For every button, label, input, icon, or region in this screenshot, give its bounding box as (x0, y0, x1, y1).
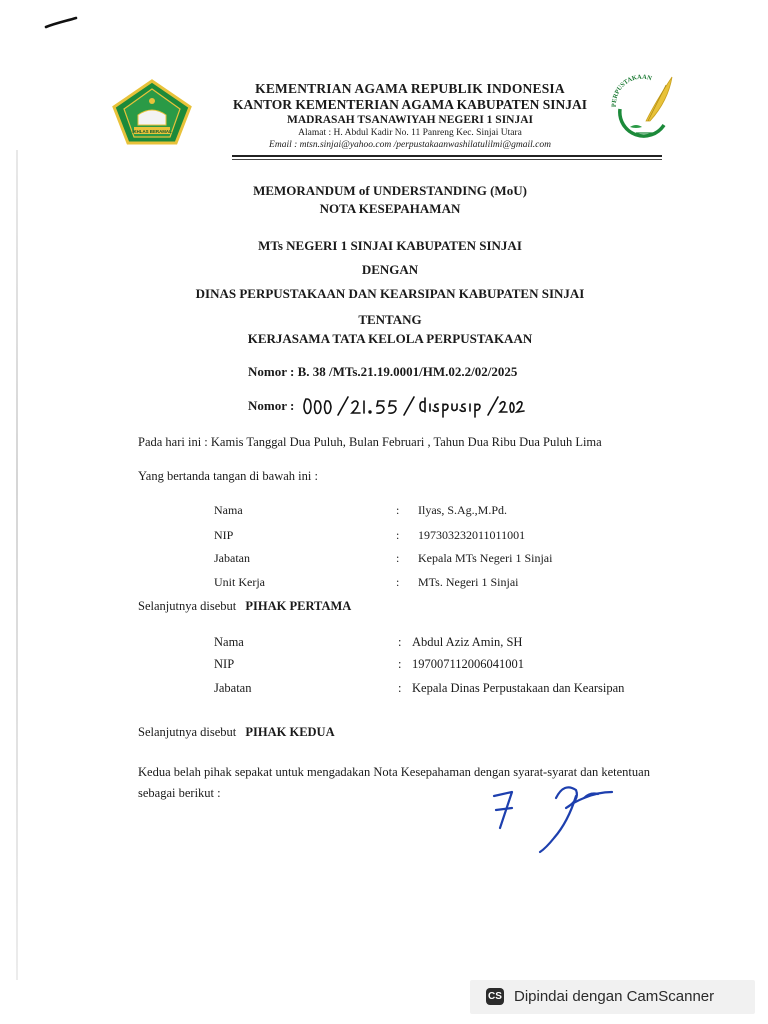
letterhead-rule-thin (232, 159, 662, 160)
title-line-1: MEMORANDUM of UNDERSTANDING (MoU) (253, 183, 527, 198)
party-one-nip-colon: : (396, 528, 400, 542)
party-one-nip-value: 197303232011011001 (418, 528, 526, 542)
party-two-name-label: Nama (214, 635, 244, 649)
party-one-designation (138, 599, 351, 614)
title-line-2: NOTA KESEPAHAMAN (319, 201, 461, 216)
party-two-position-value: Kepala Dinas Perpustakaan dan Kearsipan (412, 681, 625, 695)
letterhead-text (200, 81, 620, 151)
subject-line-1: TENTANG (358, 312, 422, 327)
letterhead-rule (232, 155, 662, 157)
party-two-position-label: Jabatan (214, 681, 252, 695)
nomor-label: Nomor : (248, 398, 295, 413)
party-two-designation (138, 725, 335, 740)
party-two-position-colon: : (398, 681, 402, 695)
document-number-handwritten (248, 393, 526, 419)
pen-stroke-mark (44, 16, 78, 30)
camscanner-text: Dipindai dengan CamScanner (514, 988, 715, 1005)
emblem-motto: IKHLAS BERAMAL (132, 129, 172, 134)
designation-prefix: Selanjutnya disebut (138, 599, 237, 613)
document-number: Nomor : B. 38 /MTs.21.19.0001/HM.02.2/02/2025 (248, 364, 518, 379)
library-logo-icon (606, 71, 680, 145)
svg-text:PERPUSTAKAAN (611, 74, 653, 107)
ministry-name: KEMENTRIAN AGAMA REPUBLIK INDONESIA (255, 81, 565, 96)
party-one-unit-label: Unit Kerja (214, 575, 265, 589)
party-two-nip-label: NIP (214, 657, 235, 671)
opening-paragraph: Pada hari ini : Kamis Tanggal Dua Puluh, Bulan Februari , Tahun Dua Ribu Dua Puluh Lima (138, 435, 602, 449)
document-title (140, 182, 640, 218)
camscanner-badge (470, 980, 755, 1014)
signature-initials-icon (488, 778, 628, 858)
designation-prefix: Selanjutnya disebut (138, 725, 237, 739)
parties-line-1: MTs NEGERI 1 SINJAI KABUPATEN SINJAI (258, 238, 522, 253)
subject-heading (140, 310, 640, 348)
office-name: KANTOR KEMENTERIAN AGAMA KABUPATEN SINJAI (232, 97, 588, 112)
party-one-position-label: Jabatan (214, 551, 250, 565)
party-one-name-value: Ilyas, S.Ag.,M.Pd. (418, 503, 508, 517)
library-logo-text: PERPUSTAKAAN (610, 73, 653, 108)
party-one-nip-label: NIP (214, 528, 234, 542)
subject-line-2: KERJASAMA TATA KELOLA PERPUSTAKAAN (247, 331, 533, 346)
school-name: MADRASAH TSANAWIYAH NEGERI 1 SINJAI (286, 114, 534, 126)
undersigned-paragraph: Yang bertanda tangan di bawah ini : (138, 469, 318, 483)
party-two-name-value: Abdul Aziz Amin, SH (412, 635, 523, 649)
party-one-position-colon: : (396, 551, 400, 565)
kemenag-emblem-icon (110, 79, 194, 145)
party-two-nip-value: 197007112006041001 (412, 657, 525, 671)
nomor-handwritten-value (298, 393, 299, 394)
handwritten-number-icon (300, 393, 526, 419)
party-one-unit-colon: : (396, 575, 400, 589)
parties-line-2: DENGAN (361, 262, 419, 277)
designation-party-one: PIHAK PERTAMA (245, 599, 352, 613)
party-one-unit-value: MTs. Negeri 1 Sinjai (418, 575, 519, 589)
camscanner-icon: CS (486, 988, 504, 1005)
designation-party-two: PIHAK KEDUA (245, 725, 335, 739)
party-one-name-label: Nama (214, 503, 243, 517)
scan-edge (16, 150, 18, 980)
school-address: Alamat : H. Abdul Kadir No. 11 Panreng Kec. Sinjai Utara (298, 128, 522, 138)
party-one-name-colon: : (396, 503, 400, 517)
closing-paragraph: Kedua belah pihak sepakat untuk mengadakan Nota Kesepahaman dengan syarat-syarat dan ketentuan sebagai berikut : (138, 765, 650, 800)
party-two-name-colon: : (398, 635, 402, 649)
party-two-nip-colon: : (398, 657, 402, 671)
parties-heading (140, 234, 640, 306)
parties-line-3: DINAS PERPUSTAKAAN DAN KEARSIPAN KABUPATEN SINJAI (195, 286, 585, 301)
letterhead (100, 75, 680, 165)
party-one-position-value: Kepala MTs Negeri 1 Sinjai (418, 551, 553, 565)
school-email: Email : mtsn.sinjai@yahoo.com /perpustakaanwashilatulilmi@gmail.com (269, 140, 551, 150)
